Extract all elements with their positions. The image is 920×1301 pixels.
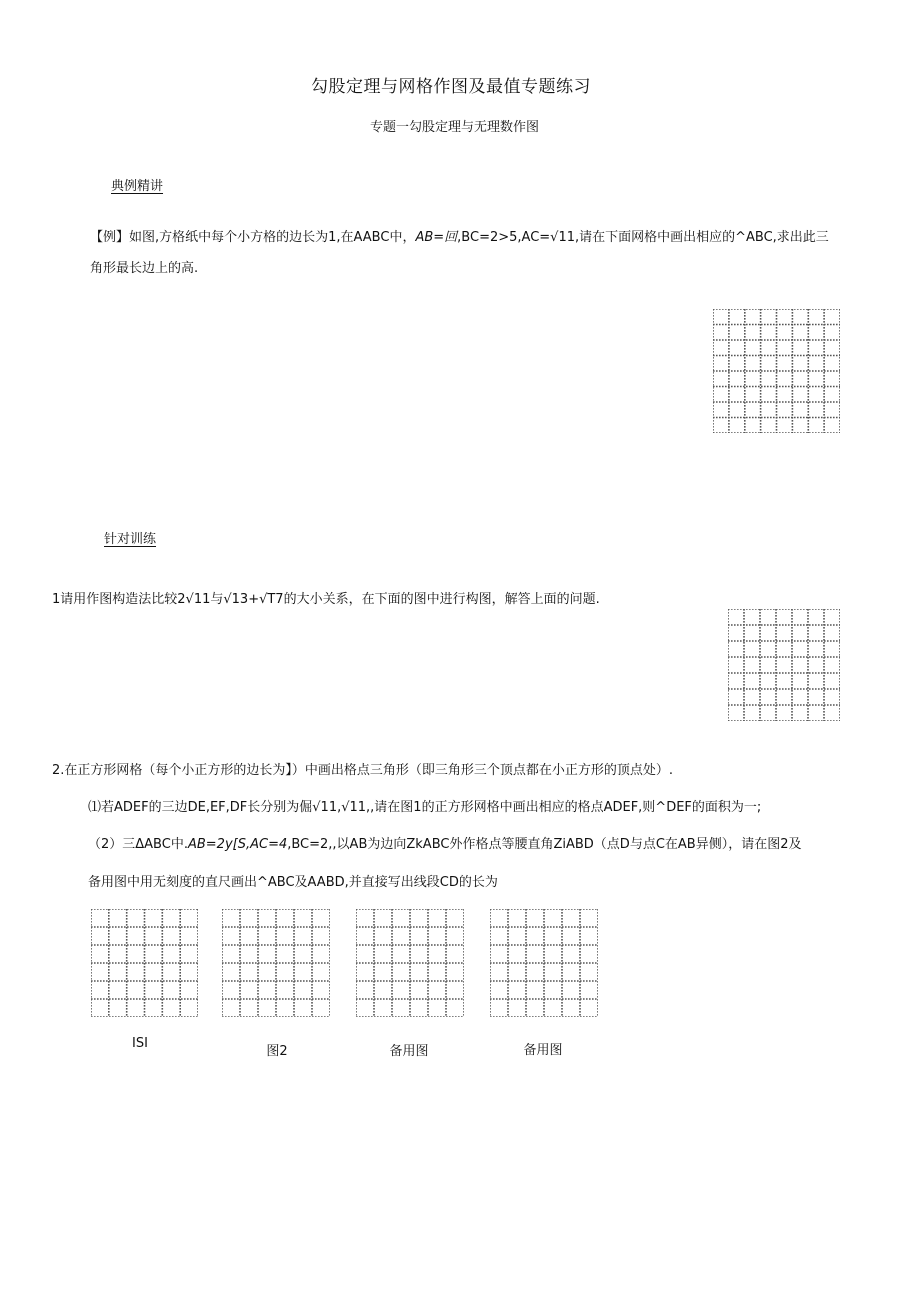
figure-1-caption: ISI [132,1036,148,1051]
question-2-part-2 [88,838,801,851]
question-2-part-1: ⑴若ADEF的三边DE,EF,DF长分别为倔√11,√11,,请在图1的正方形网格中画出相应的格点ADEF,则^DEF的面积为一; [88,800,762,815]
question-1-grid [728,609,840,721]
question-2-part-2-c: ,BC=2,,以AB为边向ZkABC外作格点等腰直角ZiABD（点D与点C在AB异侧），请在图2及 [287,837,802,852]
page-subtitle: 专题一勾股定理与无理数作图 [370,120,540,135]
example-text-b: AB=回 [415,230,458,245]
question-2-part-2-b: AB=2y[S,AC=4 [187,837,288,852]
spare-grid-2 [490,909,598,1017]
figure-1-grid [91,909,198,1017]
question-2-part-2-a: （2）三ΔABC中. [88,837,188,852]
spare-figure-2-caption: 备用图 [523,1043,563,1058]
example-line-2: 角形最长边上的高. [90,261,199,276]
page-title: 勾股定理与网格作图及最值专题练习 [311,77,591,97]
spare-figure-1-caption: 备用图 [389,1044,429,1059]
spare-grid-1 [356,909,464,1017]
section-heading-training: 针对训练 [104,532,157,547]
section-heading-example: 典例精讲 [111,179,164,194]
question-1: 1请用作图构造法比较2√11与√13+√T7的大小关系，在下面的图中进行构图，解答上面的问题. [52,592,600,607]
question-2-intro: 2.在正方形网格（每个小正方形的边长为】）中画出格点三角形（即三角形三个顶点都在小正方形的顶点处）. [52,763,674,778]
example-text-a: 【例】如图,方格纸中每个小方格的边长为1,在AABC中， [90,230,416,245]
example-line-1 [90,231,829,244]
figure-2-caption: 图2 [266,1044,288,1059]
example-grid [713,309,840,433]
question-2-part-2-line-2: 备用图中用无刻度的直尺画出^ABC及AABD,并直接写出线段CD的长为 [88,875,498,890]
example-text-c: ,BC=2>5,AC=√11,请在下面网格中画出相应的^ABC,求出此三 [457,230,829,245]
figure-2-grid [222,909,330,1017]
